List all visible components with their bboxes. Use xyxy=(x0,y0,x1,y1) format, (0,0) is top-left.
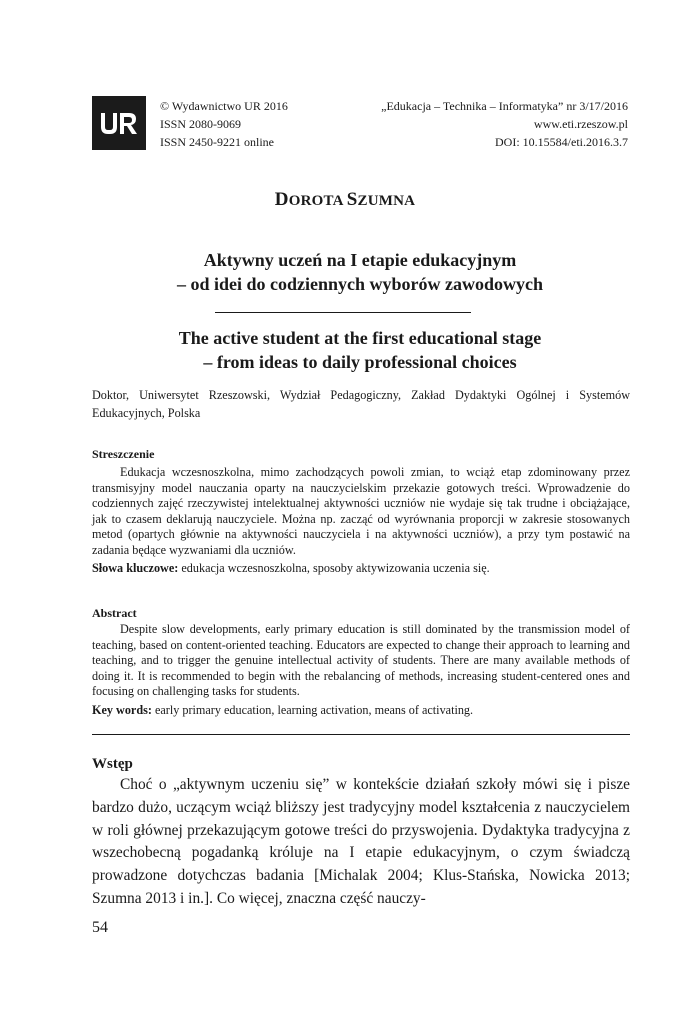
streszczenie-section xyxy=(92,447,630,576)
title-english: The active student at the first educational stage – from ideas to daily professional choices xyxy=(178,328,542,372)
copyright-line: © Wydawnictwo UR 2016 xyxy=(160,99,288,113)
ur-logo-icon xyxy=(92,96,146,150)
abstract-text: Despite slow developments, early primary education is still dominated by the transmission model of teaching, based on content-oriented teaching. Educators are expected to change their approach to learning and teaching, and to trigger the genuine intellectual activity of students. There are many available methods of doing it. It is recommended to begin with the rebalancing of methods, increasing student-centered ones and focusing on challenging tasks for students. xyxy=(92,622,630,699)
slowa-kluczowe: Słowa kluczowe: edukacja wczesnoszkolna, sposoby aktywizowania uczenia się. xyxy=(92,560,490,575)
issn-print: ISSN 2080-9069 xyxy=(160,117,242,131)
author-name: DOROTA SZUMNA xyxy=(274,189,416,210)
key-words: Key words: early primary education, learning activation, means of activating. xyxy=(92,702,474,717)
streszczenie-text: Edukacja wczesnoszkolna, mimo zachodzących powoli zmian, to wciąż etap zdominowany przez transmisyjny model nauczania oparty na nauczycielskim przekazie gotowych treści. Wprowadzenie do codziennych zajęć rzeczywistej intelektualnej aktywności uczniów nie wydaje się tak trudne i obciążające, jak to czasem deklarują nauczyciele. Można np. zacząć od wyrównania proporcji w zakresie stosowanych metod (opartych głównie na aktywności nauczyciela i na aktywności uczniów), a przy tym postawić na zadania będące wyzwaniami dla uczniów. xyxy=(92,465,630,557)
journal-info xyxy=(288,97,628,151)
title-separator xyxy=(215,312,471,313)
abstract-section xyxy=(92,606,630,719)
streszczenie-heading: Streszczenie xyxy=(92,447,155,461)
journal-url: www.eti.rzeszow.pl xyxy=(533,117,628,131)
issn-online: ISSN 2450-9221 online xyxy=(160,135,274,149)
abstract-heading: Abstract xyxy=(92,606,137,620)
section-divider xyxy=(92,734,630,735)
title-polish: Aktywny uczeń na I etapie edukacyjnym – od idei do codziennych wyborów zawodowych xyxy=(176,250,544,294)
author-affiliation: Doktor, Uniwersytet Rzeszowski, Wydział Pedagogiczny, Zakład Dydaktyki Ogólnej i Systemów Edukacyjnych, Polska xyxy=(92,388,630,420)
wstep-text: Choć o „aktywnym uczeniu się” w kontekście działań szkoły mówi się i pisze bardzo dużo, uczącym wciąż bliższy jest tradycyjny model kształcenia z nauczycielem w roli głównej przekazującym gotowe treści do przyswojenia. Dydaktyka tradycyjna z wszechobecną pogadanką króluje na I etapie edukacyjnym, o czym świadczą prowadzone dotychczas badania [Michalak 2004; Klus-Stańska, Nowicka 2013; Szumna 2013 i in.]. Co więcej, znaczna część nauczy- xyxy=(92,776,630,907)
wstep-heading: Wstęp xyxy=(92,756,133,772)
doi-line: DOI: 10.15584/eti.2016.3.7 xyxy=(495,135,628,149)
journal-name: „Edukacja – Technika – Informatyka” nr 3/17/2016 xyxy=(381,99,628,113)
publisher-logo xyxy=(92,96,146,150)
page-number: 54 xyxy=(92,919,108,936)
